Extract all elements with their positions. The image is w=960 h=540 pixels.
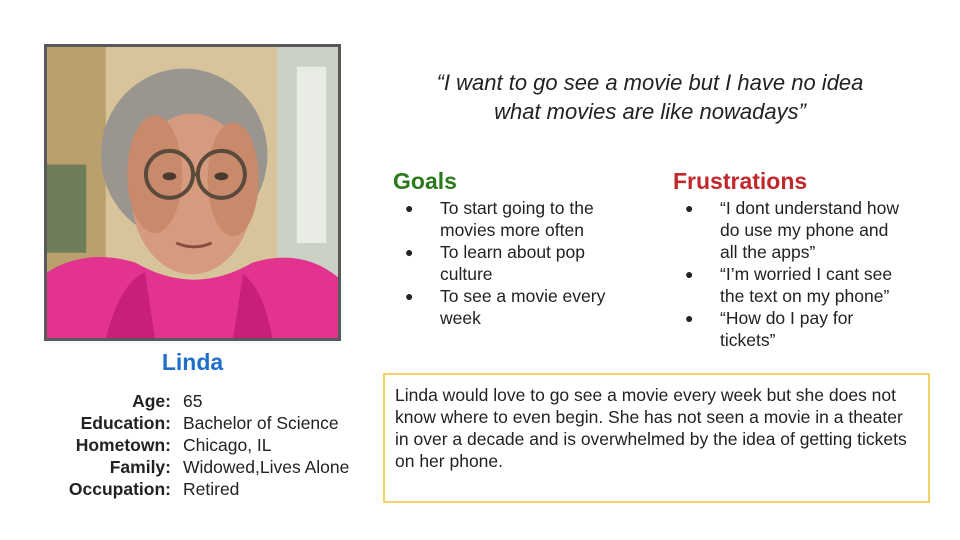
frustration-item (673, 263, 943, 307)
frustration-item (673, 307, 943, 351)
goals-heading: Goals (393, 168, 457, 194)
fact-education (44, 412, 374, 434)
persona-photo (44, 44, 341, 341)
frustration-text-line: “I dont understand how (720, 198, 900, 218)
fact-value: Widowed,Lives Alone (183, 456, 350, 477)
fact-label: Hometown: (75, 434, 171, 455)
fact-label: Age: (132, 390, 171, 411)
frustrations-section (673, 167, 943, 351)
frustrations-list (673, 197, 943, 351)
quote-line: what movies are like nowadays” (494, 99, 806, 124)
bullet-icon: ● (405, 200, 414, 216)
fact-value: Retired (183, 478, 240, 499)
fact-occupation (44, 478, 374, 500)
persona-facts (44, 390, 374, 500)
fact-label: Family: (109, 456, 171, 477)
frustration-item (673, 197, 943, 263)
summary-text: Linda would love to go see a movie every week but she does not know where to even begin. She has not seen a movie in a theater in over a decade and is overwhelmed by the idea of getting tickets on her phone. (395, 385, 907, 471)
goal-text-line: week (440, 308, 481, 328)
goal-text-line: culture (440, 264, 493, 284)
goal-item (393, 285, 648, 329)
frustration-text-line: the text on my phone” (720, 286, 890, 306)
goal-text-line: To start going to the (440, 198, 594, 218)
persona-quote (385, 68, 915, 126)
goal-text-line: To see a movie every (440, 286, 606, 306)
fact-value: Bachelor of Science (183, 412, 339, 433)
goals-section (393, 167, 648, 329)
goal-text-line: movies more often (440, 220, 584, 240)
fact-value: 65 (183, 390, 203, 411)
frustration-text-line: “How do I pay for (720, 308, 854, 328)
fact-hometown (44, 434, 374, 456)
goal-item (393, 241, 648, 285)
goals-list (393, 197, 648, 329)
persona-portrait-image (47, 47, 338, 338)
goal-text-line: To learn about pop (440, 242, 585, 262)
fact-age (44, 390, 374, 412)
frustrations-heading: Frustrations (673, 168, 808, 194)
frustration-text-line: all the apps” (720, 242, 816, 262)
goal-item (393, 197, 648, 241)
bullet-icon: ● (685, 266, 694, 282)
frustration-text-line: do use my phone and (720, 220, 889, 240)
bullet-icon: ● (685, 200, 694, 216)
bullet-icon: ● (685, 310, 694, 326)
frustration-text-line: “I’m worried I cant see (720, 264, 893, 284)
persona-name: Linda (161, 349, 224, 375)
bullet-icon: ● (405, 244, 414, 260)
fact-family (44, 456, 374, 478)
fact-label: Occupation: (68, 478, 171, 499)
quote-line: “I want to go see a movie but I have no idea (436, 70, 864, 95)
bullet-icon: ● (405, 288, 414, 304)
persona-summary-box (383, 373, 930, 503)
fact-label: Education: (80, 412, 171, 433)
frustration-text-line: tickets” (720, 330, 776, 350)
fact-value: Chicago, IL (183, 434, 272, 455)
